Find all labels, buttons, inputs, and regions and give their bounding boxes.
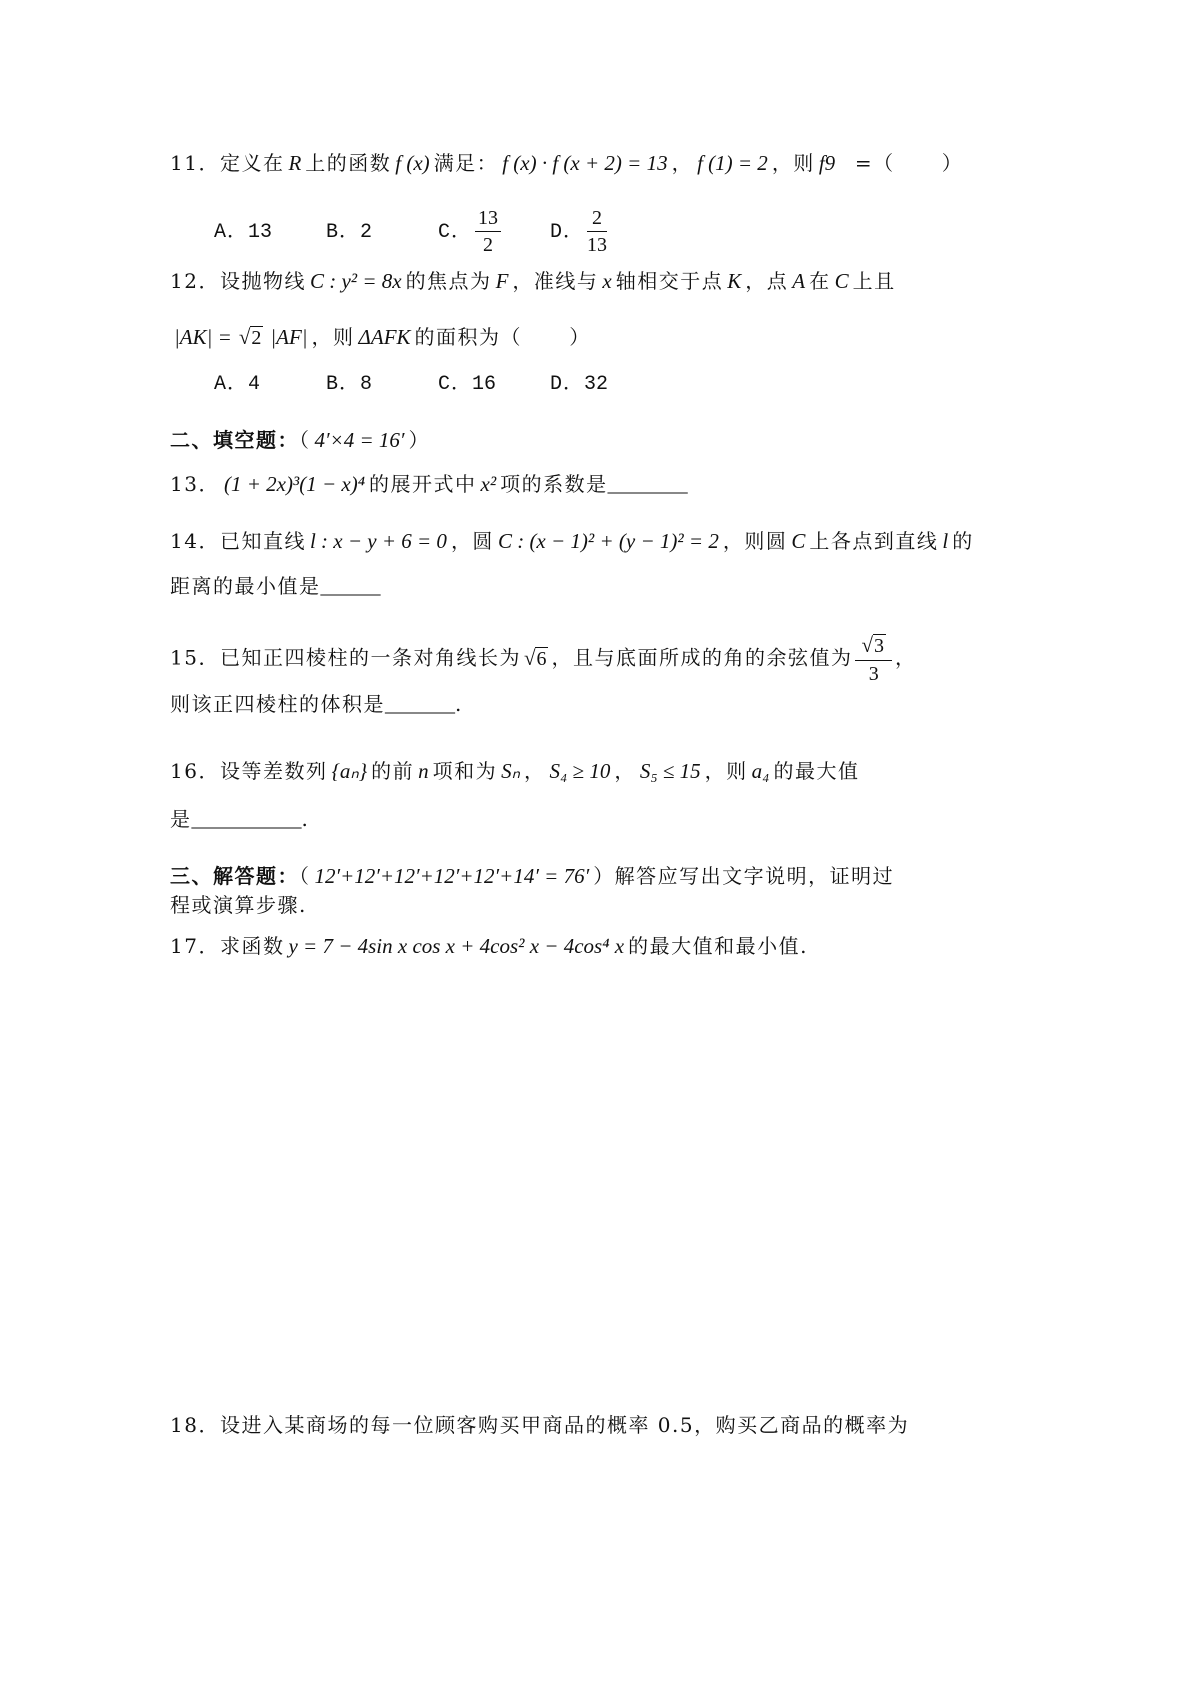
option-choice (550, 371, 662, 399)
question-text: （ (299, 864, 311, 888)
question-12-stem-line-2 (170, 323, 591, 351)
question-text: ，圆 (450, 529, 494, 553)
question-text: ，点 (745, 269, 789, 293)
section-heading-label: 二、填空题： (170, 428, 299, 452)
option-label: A． (214, 220, 249, 244)
question-text: 在 (809, 269, 831, 293)
radical-sign: √ (238, 325, 251, 349)
question-text: 11．定义在 (170, 151, 285, 175)
question-text: ，且与底面所成的角的余弦值为 (551, 645, 853, 670)
option-label: D． (550, 220, 585, 244)
question-text: ，则圆 (722, 529, 788, 553)
math-expression: f (1) = 2 (697, 151, 768, 175)
option-label: B． (326, 220, 361, 244)
question-text: =（ ） (839, 151, 964, 175)
question-12-stem-line-1 (170, 267, 896, 295)
question-text: ，则 (771, 151, 815, 175)
fraction-numerator (855, 633, 892, 661)
option-value: 4 (248, 373, 261, 396)
question-text: 的展开式中 (369, 472, 477, 496)
math-expression: 4′×4 = 16′ (314, 428, 405, 452)
math-expression: a₄ (751, 759, 770, 783)
radicand: 2 (251, 327, 262, 349)
math-expression: K (727, 269, 742, 293)
question-text: 的面积为（ ） (414, 325, 591, 349)
math-expression: ΔAFK (358, 325, 411, 349)
question-15-stem-line-1 (170, 633, 917, 685)
question-text: 的 (952, 529, 974, 553)
math-expression: C (791, 529, 806, 553)
math-expression: y = 7 − 4sin x cos x + 4cos² x − 4cos⁴ x (288, 934, 625, 958)
question-text: . (455, 692, 463, 716)
question-text: 上且 (852, 269, 896, 293)
math-expression: C : (x − 1)² + (y − 1)² = 2 (497, 529, 719, 553)
answer-blank: _______ (385, 694, 455, 716)
question-16-stem-line-2 (170, 805, 309, 833)
radicand: 6 (536, 647, 547, 670)
fraction (855, 633, 892, 685)
question-12-options (214, 368, 662, 396)
question-text: ，则 (311, 325, 355, 349)
question-text: 轴相交于点 (615, 269, 724, 293)
section-heading-solutions-line-2 (170, 891, 307, 919)
question-18-stem (170, 1411, 909, 1439)
question-text: ，则 (704, 759, 748, 783)
math-expression: F (495, 269, 509, 293)
math-expression: {aₙ} (331, 759, 368, 783)
fraction-numerator: 13 (475, 207, 501, 232)
question-text: 距离的最小值是 (170, 574, 321, 598)
math-expression: 12′+12′+12′+12′+12′+14′ = 76′ (314, 864, 590, 888)
math-expression: l (942, 529, 949, 553)
question-17-stem (170, 932, 808, 960)
option-choice (550, 207, 662, 256)
option-value: 32 (584, 373, 609, 396)
fraction (475, 207, 501, 256)
math-expression: Sₙ (501, 759, 520, 783)
question-text: （ (299, 428, 311, 452)
question-text: ， (614, 759, 636, 783)
math-expression: C (834, 269, 849, 293)
option-choice (326, 219, 438, 247)
question-text: ， (671, 151, 694, 175)
answer-blank: ______ (320, 576, 381, 598)
math-expression: n (418, 759, 429, 783)
question-text: 项和为 (432, 759, 498, 783)
section-heading-fill-in (170, 426, 430, 454)
option-label: C． (438, 220, 473, 244)
question-text: ， (524, 759, 546, 783)
question-14-stem-line-1 (170, 527, 974, 555)
question-text: 的前 (371, 759, 415, 783)
radical-sign: √ (861, 633, 874, 657)
math-expression: A (792, 269, 806, 293)
square-root (861, 633, 886, 658)
question-text: 18．设进入某商场的每一位顾客购买甲商品的概率 0.5，购买乙商品的概率为 (170, 1413, 910, 1437)
question-text: 的焦点为 (405, 269, 492, 293)
question-text: ，准线与 (512, 269, 599, 293)
math-expression: l : x − y + 6 = 0 (309, 529, 447, 553)
option-label: A． (214, 373, 249, 396)
section-heading-label: 三、解答题： (170, 864, 299, 888)
question-text: 上各点到直线 (809, 529, 939, 553)
math-expression: |AK| = (174, 325, 232, 349)
question-text: 的最大值 (773, 759, 860, 783)
question-text: 项的系数是 (500, 472, 608, 496)
option-choice (214, 219, 326, 247)
question-text: 13． (170, 472, 220, 496)
section-heading-solutions (170, 862, 894, 890)
question-text: 是 (170, 807, 192, 831)
question-text: 满足： (433, 151, 499, 175)
answer-blank: ________ (607, 474, 688, 496)
math-expression: f9 (818, 151, 836, 175)
question-16-stem-line-1 (170, 757, 859, 785)
option-value: 13 (248, 220, 273, 244)
option-value: 2 (360, 220, 373, 244)
question-text: 则该正四棱柱的体积是 (170, 692, 385, 716)
radicand: 3 (874, 635, 885, 657)
option-choice (438, 371, 550, 399)
option-value: 8 (360, 373, 373, 396)
math-expression: S₅ ≤ 15 (639, 759, 701, 783)
option-value: 16 (472, 373, 497, 396)
option-label: D． (550, 373, 585, 396)
question-text: 15．已知正四棱柱的一条对角线长为 (170, 645, 521, 670)
question-text: ） (408, 428, 431, 452)
math-expression: |AF| (270, 325, 308, 349)
question-text: 12．设抛物线 (170, 269, 306, 293)
fraction-denominator: 13 (587, 234, 608, 256)
question-text: . (301, 807, 310, 831)
radical-sign: √ (523, 645, 536, 670)
option-choice (438, 207, 550, 256)
question-11-options (214, 207, 662, 256)
question-text: 程或演算步骤. (170, 893, 307, 917)
math-expression: S₄ ≥ 10 (549, 759, 611, 783)
question-text: 14．已知直线 (170, 529, 306, 553)
fraction-denominator: 3 (868, 663, 879, 685)
square-root (239, 325, 264, 350)
math-expression: C : y² = 8x (309, 269, 402, 293)
fraction-denominator: 2 (483, 234, 494, 256)
square-root (524, 646, 549, 671)
math-expression: f (x) · f (x + 2) = 13 (502, 151, 668, 175)
option-label: C． (438, 373, 473, 396)
option-label: B． (326, 373, 361, 396)
question-14-stem-line-2 (170, 572, 381, 600)
math-expression: f (x) (395, 151, 430, 175)
fraction (587, 207, 607, 256)
option-choice (326, 371, 438, 399)
option-choice (214, 371, 326, 399)
question-13-stem (170, 470, 688, 498)
question-11-stem (170, 149, 963, 177)
question-text: 16．设等差数列 (170, 759, 328, 783)
question-text: 的最大值和最小值. (628, 934, 808, 958)
question-text: ， (895, 645, 917, 670)
question-text: 17．求函数 (170, 934, 285, 958)
fraction-numerator: 2 (587, 207, 607, 232)
question-text: 上的函数 (305, 151, 392, 175)
math-expression: R (288, 151, 302, 175)
question-15-stem-line-2 (170, 690, 463, 718)
answer-blank: ___________ (191, 809, 302, 831)
math-expression: x² (480, 472, 497, 496)
question-text: ）解答应写出文字说明，证明过 (593, 864, 895, 888)
math-expression: (1 + 2x)³(1 − x)⁴ (223, 472, 366, 496)
math-expression: x (602, 269, 612, 293)
